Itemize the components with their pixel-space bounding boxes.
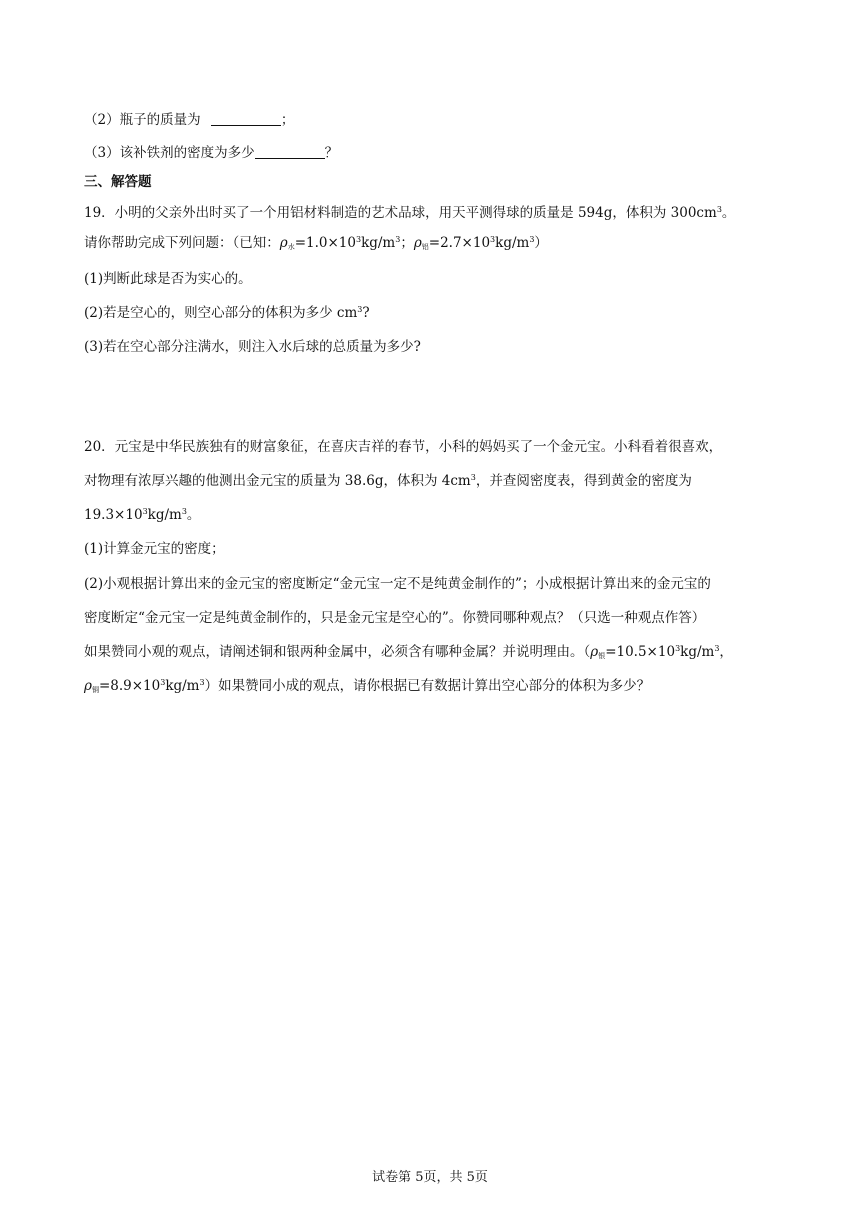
density-aluminum-value: =2.7×10: [428, 235, 491, 251]
superscript: 3: [357, 305, 363, 314]
superscript: 3: [470, 473, 476, 482]
unit: kg/m: [165, 678, 200, 694]
q18-item3-prefix: （3）该补铁剂的密度为多少: [84, 145, 255, 161]
superscript: 3: [529, 235, 535, 244]
unit: kg/m: [495, 235, 530, 251]
q20-stem-line2: [84, 472, 692, 490]
q20-part2-line4: [84, 677, 650, 695]
comma: ，: [719, 644, 733, 660]
q20-part2-line2: 密度断定“金元宝一定是纯黄金制作的，只是金元宝是空心的”。你赞同哪种观点？（只选一种观点作答）: [84, 610, 706, 626]
unit: kg/m: [361, 235, 396, 251]
q20-part2-line1: (2)小观根据计算出来的金元宝的密度断定“金元宝一定不是纯黄金制作的”；小成根据计算出来的金元宝的: [84, 576, 711, 592]
q20-part2-line3: [84, 643, 733, 661]
subscript-aluminum: 铝: [421, 243, 429, 251]
rho-symbol: ρ: [279, 235, 288, 251]
unit: kg/m: [680, 644, 715, 660]
q18-item3-suffix: ？: [324, 145, 339, 161]
subscript-copper: 铜: [91, 686, 99, 694]
superscript: 3: [714, 644, 720, 653]
q19-part2: [84, 304, 370, 322]
superscript: 3: [675, 644, 681, 653]
density-water-value: =1.0×10: [294, 235, 356, 251]
superscript: 3: [716, 205, 722, 214]
q19-text: 19．小明的父亲外出时买了一个用铝材料制造的艺术品球，用天平测得球的质量是 594g，体积为 300cm: [84, 205, 717, 221]
q19-stem-line2: [84, 234, 548, 252]
rho-symbol: ρ: [590, 644, 599, 660]
superscript: 3: [160, 678, 166, 687]
q19-part3: (3)若在空心部分注满水，则注入水后球的总质量为多少?: [84, 339, 421, 355]
q19-given-label: 请你帮助完成下列问题：（已知：: [84, 235, 280, 251]
rho-symbol: ρ: [413, 235, 422, 251]
subscript-water: 水: [287, 243, 295, 251]
rho-symbol: ρ: [84, 678, 92, 694]
q18-item2: [84, 111, 294, 129]
page-footer: 试卷第 5页，共 5页: [372, 1170, 488, 1185]
q18-item3: [84, 144, 338, 162]
q19-part1: (1)判断此球是否为实心的。: [84, 271, 252, 287]
period: 。: [186, 507, 201, 523]
q20-text: 对物理有浓厚兴趣的他测出金元宝的质量为 38.6g，体积为 4cm: [84, 473, 471, 489]
gold-density-value: 19.3×10: [84, 507, 143, 523]
q19-part2-text: (2)若是空心的，则空心部分的体积为多少 cm: [84, 305, 358, 321]
q20-stem-line1: 20．元宝是中华民族独有的财富象征，在喜庆吉祥的春节，小科的妈妈买了一个金元宝。小科看着很喜欢，: [84, 439, 723, 455]
superscript: 3: [355, 235, 362, 244]
superscript: 3: [490, 235, 496, 244]
superscript: 3: [395, 235, 401, 244]
q18-item2-suffix: ；: [280, 112, 295, 128]
q20-text: 如果赞同小观的观点，请阐述铜和银两种金属中，必须含有哪种金属？并说明理由。（: [84, 644, 591, 660]
q18-item2-prefix: （2）瓶子的质量为: [84, 112, 201, 128]
answer-blank[interactable]: [211, 111, 281, 126]
q20-text: ）如果赞同小成的观点，请你根据已有数据计算出空心部分的体积为多少？: [204, 678, 651, 694]
subscript-silver: 银: [598, 652, 606, 660]
q20-stem-line3: [84, 506, 200, 524]
q19-text-end: 。: [721, 205, 736, 221]
q20-text: ，并查阅密度表，得到黄金的密度为: [475, 473, 692, 489]
unit: kg/m: [147, 507, 182, 523]
superscript: 3: [142, 507, 148, 516]
superscript: 3: [181, 507, 187, 516]
question-mark: ?: [362, 305, 370, 321]
density-copper-value: =8.9×10: [98, 678, 161, 694]
answer-blank[interactable]: [255, 144, 325, 159]
q20-part1: (1)计算金元宝的密度；: [84, 541, 225, 557]
section-title: 三、解答题: [84, 174, 152, 190]
separator: ；: [400, 235, 414, 251]
closing-paren: ）: [534, 235, 548, 251]
density-silver-value: =10.5×10: [605, 644, 676, 660]
q19-stem-line1: [84, 204, 735, 222]
superscript: 3: [199, 678, 205, 687]
